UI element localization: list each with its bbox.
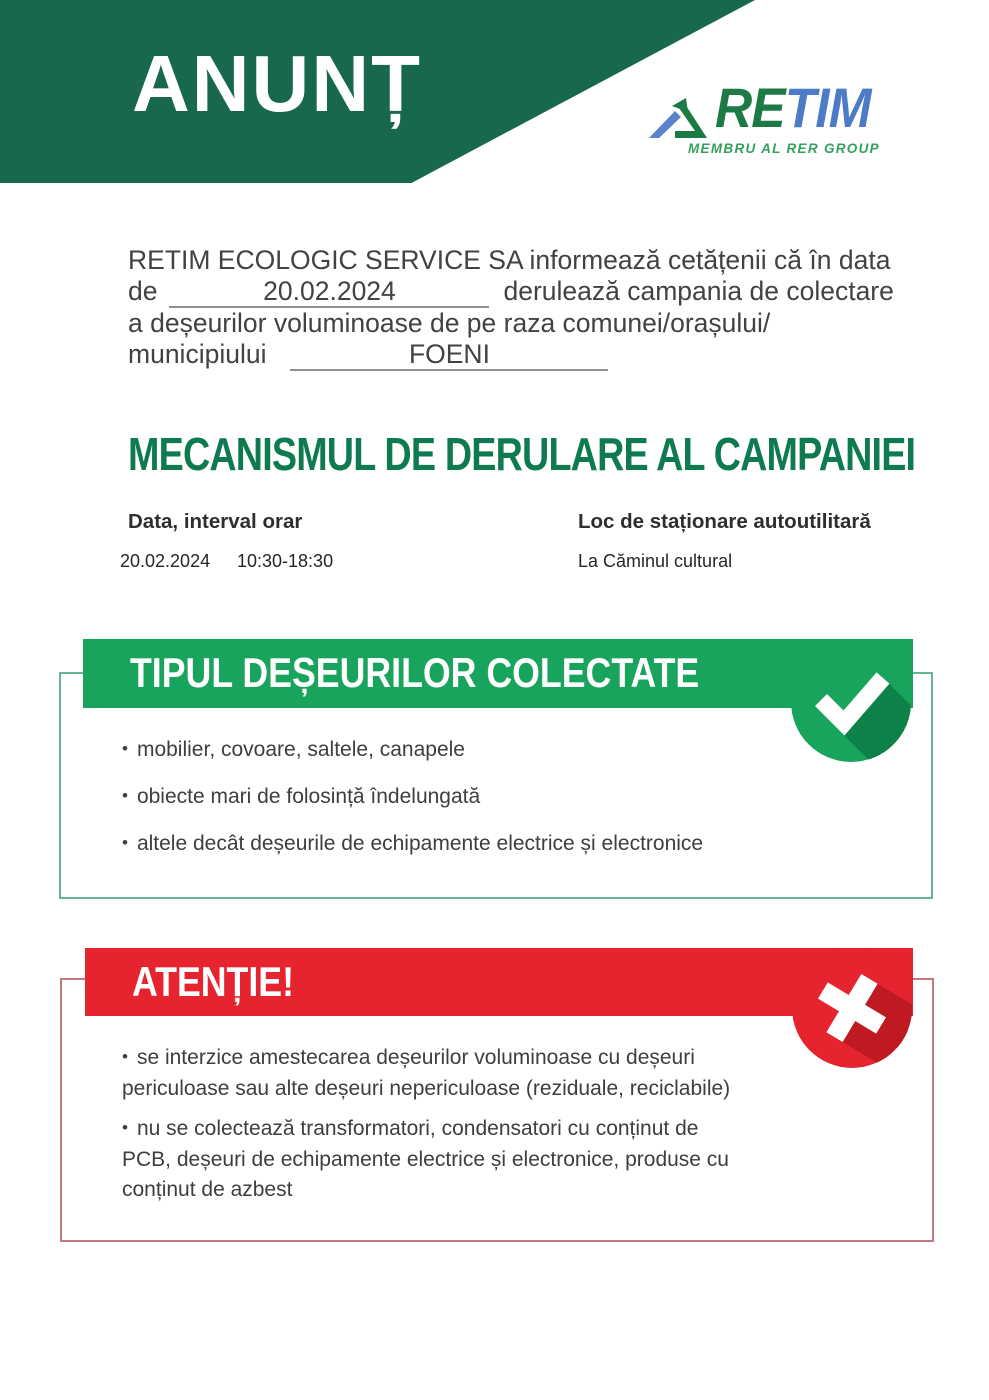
municipality-label: municipiului [128,338,267,369]
attention-item-2-line-1: • nu se colectează transformatori, condensatori cu conținut de [122,1117,699,1140]
intro-line-2 [128,276,928,309]
schedule-date: 20.02.2024 [120,551,211,571]
collected-item-3: altele decât deșeurile de echipamente electrice și electronice [136,832,704,855]
recycle-triangle-icon [645,94,711,144]
collected-item-2: obiecte mari de folosință îndelungată [136,785,481,808]
list-item [122,1043,882,1104]
intro-after-date: derulează campania de colectare [503,275,894,306]
schedule-interval: 10:30-18:30 [237,551,334,571]
bullet-icon: • [122,739,128,758]
collected-waste-list [122,737,882,878]
attention-item-2-line-2: PCB, deșeuri de echipamente electrice și electronice, produse cu [122,1148,729,1171]
logo-tim-text: TIM [784,76,871,139]
attention-banner [85,948,913,1016]
bullet-icon: • [122,1047,128,1066]
collected-waste-title: TIPUL DEȘEURILOR COLECTATE [130,649,700,696]
logo-re-text: RE [715,76,785,139]
logo-mark-green-segment [675,104,707,138]
intro-de-label: de [128,275,158,306]
attention-title: ATENȚIE! [132,958,294,1005]
bullet-icon: • [122,833,128,852]
mechanism-heading: MECANISMUL DE DERULARE AL CAMPANIEI [128,428,916,480]
intro-line-1: RETIM ECOLOGIC SERVICE SA informează cetățenii că în data [128,245,891,275]
intro-line-3: a deșeurilor voluminoase de pe raza comunei/orașului/ [128,308,771,338]
collected-waste-banner [83,639,913,708]
list-item [122,1114,882,1205]
schedule-col-header-location: Loc de staționare autoutilitară [578,510,871,533]
attention-item-1-line-2: periculoase sau alte deșeuri nepericuloase (reziduale, reciclabile) [122,1077,731,1100]
retim-logo [645,76,905,163]
collected-item-1: mobilier, covoare, saltele, canapele [136,738,465,761]
list-item [122,737,882,763]
date-fill-in: 20.02.2024 [169,276,489,309]
attention-item-2-line-3: conținut de azbest [122,1178,293,1201]
logo-tagline: MEMBRU AL RER GROUP [688,141,880,156]
bullet-icon: • [122,1118,128,1137]
attention-item-1-line-1: • se interzice amestecarea deșeurilor voluminoase cu deșeuri [122,1046,695,1069]
intro-line-4 [128,339,928,372]
schedule-col-header-date: Data, interval orar [128,510,303,533]
municipality-fill-in: FOENI [290,339,608,372]
intro-paragraph [128,245,928,371]
schedule-location: La Căminul cultural [578,551,733,571]
page-title: ANUNȚ [132,39,422,128]
list-item [122,784,882,810]
attention-list [122,1043,882,1215]
logo-wordmark [715,76,871,139]
bullet-icon: • [122,786,128,805]
list-item [122,831,882,857]
